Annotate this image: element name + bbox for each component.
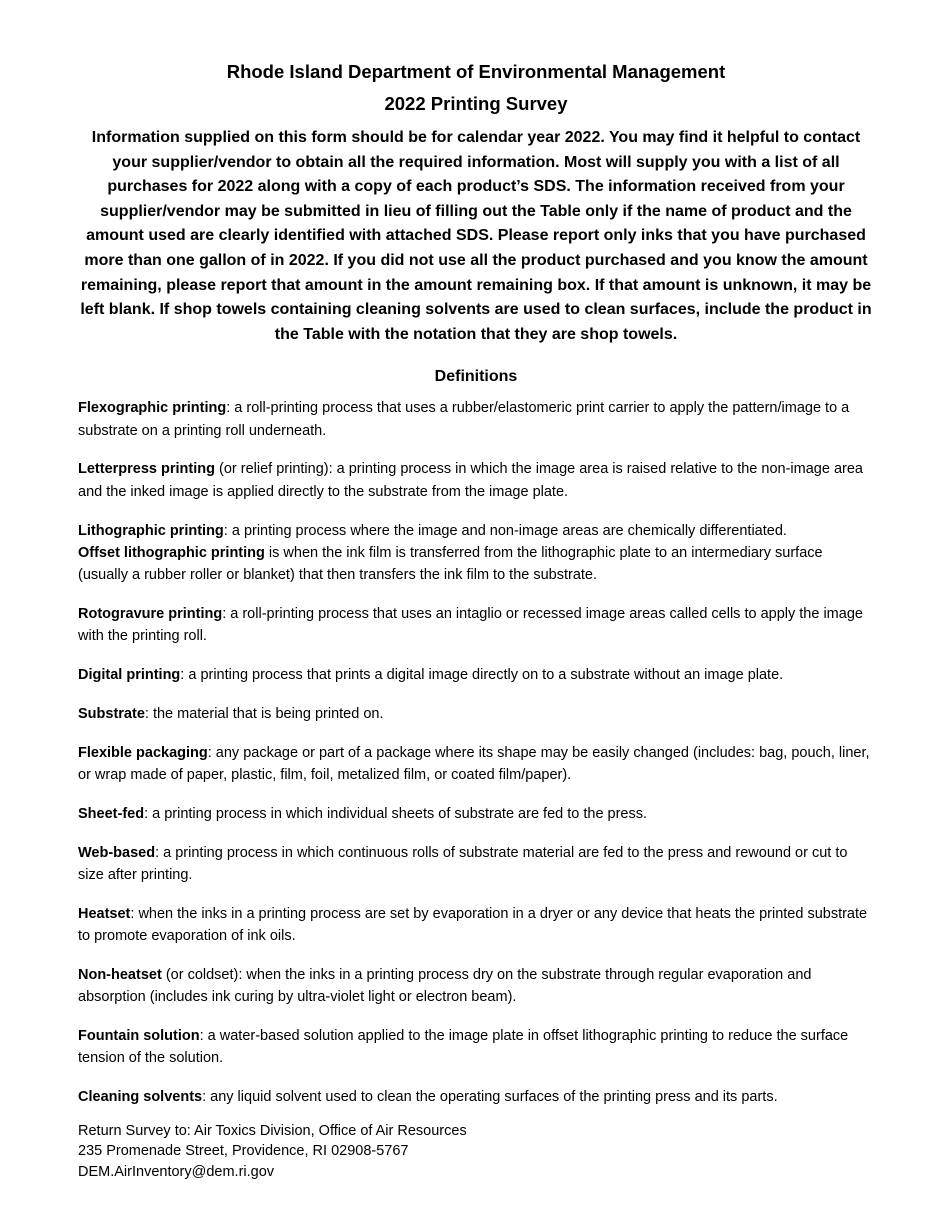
definition-term: Fountain solution bbox=[78, 1027, 200, 1044]
definition-text: : the material that is being printed on. bbox=[144, 705, 384, 722]
definition-term: Digital printing bbox=[78, 667, 181, 684]
agency-title: Rhode Island Department of Environmental Management bbox=[226, 61, 726, 82]
survey-page bbox=[78, 56, 874, 1182]
definition-term: Letterpress printing bbox=[78, 461, 215, 478]
definition-term: Flexible packaging bbox=[78, 744, 208, 761]
definition-non-heatset bbox=[78, 964, 874, 1009]
definition-text: : a roll-printing process that uses a rubber/elastomeric print carrier to apply the pattern/image to a substrate on a printing roll underneath. bbox=[78, 400, 850, 439]
definition-letterpress bbox=[78, 458, 874, 503]
definition-flexible-packaging bbox=[78, 742, 874, 787]
survey-title: 2022 Printing Survey bbox=[384, 93, 568, 114]
definition-heatset bbox=[78, 903, 874, 948]
definition-substrate bbox=[78, 703, 874, 725]
definition-digital bbox=[78, 664, 874, 686]
definition-term: Non-heatset bbox=[78, 966, 162, 983]
definition-term: Web-based bbox=[78, 844, 156, 861]
return-to-line: Return Survey to: Air Toxics Division, Office of Air Resources bbox=[78, 1122, 467, 1139]
contact-email: DEM.AirInventory@dem.ri.gov bbox=[78, 1163, 275, 1180]
definition-flexographic bbox=[78, 397, 874, 442]
definition-text: : a roll-printing process that uses an intaglio or recessed image areas called cells to apply the image with the printing roll. bbox=[78, 605, 863, 645]
definition-text: : when the inks in a printing process are set by evaporation in a dryer or any device that heats the printed substrate to promote evaporation of ink oils. bbox=[78, 905, 868, 944]
definition-text: is when the ink film is transferred from the lithographic plate to an intermediary surface (usually a rubber roller or blanket) that then transfers the ink film to the substrate. bbox=[78, 544, 823, 584]
definition-fountain-solution bbox=[78, 1025, 874, 1070]
definition-text: : any liquid solvent used to clean the operating surfaces of the printing press and its parts. bbox=[202, 1088, 778, 1105]
definition-text: : a water-based solution applied to the image plate in offset lithographic printing to reduce the surface tension of the solution. bbox=[78, 1027, 849, 1067]
definition-text: (or coldset): when the inks in a printing process dry on the substrate through regular evaporation and absorption (includes ink curing by ultra-violet light or electron beam). bbox=[78, 966, 812, 1005]
definition-rotogravure bbox=[78, 603, 874, 648]
definition-term: Rotogravure printing bbox=[78, 605, 223, 622]
definition-term: Cleaning solvents bbox=[78, 1088, 203, 1105]
definition-term: Flexographic printing bbox=[78, 400, 227, 417]
definition-text: : any package or part of a package where its shape may be easily changed (includes: bag, pouch, liner, or wrap made of paper, plastic, film, foil, metalized film, or coated film/paper). bbox=[78, 744, 870, 783]
definition-term: Lithographic printing bbox=[78, 522, 224, 539]
definition-text: : a printing process in which continuous rolls of substrate material are fed to the press and rewound or cut to size after printing. bbox=[78, 844, 848, 883]
definition-term: Sheet-fed bbox=[78, 805, 145, 822]
intro-paragraph: Information supplied on this form should be for calendar year 2022. You may find it helpful to contact your supplier/vendor to obtain all the required information. Most will supply you with a list of all purchases for 2022 along with a copy of each product’s SDS. The information received from your supplier/vendor may be submitted in lieu of filling out the Table only if the name of product and the amount used are clearly identified with attached SDS. Please report only inks that you have purchased more than one gallon of in 2022. If you did not use all the product purchased and you know the amount remaining, please report that amount in the amount remaining box. If that amount is unknown, it may be left blank. If shop towels containing cleaning solvents are used to clean surfaces, include the product in the Table with the notation that they are shop towels. bbox=[80, 129, 872, 343]
street-address: 235 Promenade Street, Providence, RI 02908-5767 bbox=[78, 1143, 409, 1160]
definition-term: Substrate bbox=[78, 705, 145, 722]
definition-text: : a printing process where the image and non-image areas are chemically differentiated. bbox=[223, 522, 787, 539]
definition-cleaning-solvents bbox=[78, 1086, 874, 1108]
definition-term: Offset lithographic printing bbox=[78, 544, 265, 561]
definitions-list bbox=[78, 397, 874, 1108]
definitions-heading: Definitions bbox=[434, 368, 518, 386]
definition-lithographic bbox=[78, 520, 874, 587]
return-address-block bbox=[78, 1121, 874, 1183]
definition-sheet-fed bbox=[78, 803, 874, 825]
definition-text: (or relief printing): a printing process in which the image area is raised relative to the non-image area and the inked image is applied directly to the substrate from the image plate. bbox=[78, 461, 863, 500]
definition-text: : a printing process in which individual sheets of substrate are fed to the press. bbox=[144, 805, 648, 822]
definition-term: Heatset bbox=[78, 905, 131, 922]
definition-web-based bbox=[78, 842, 874, 887]
definition-text: : a printing process that prints a digital image directly on to a substrate without an image plate. bbox=[180, 667, 784, 684]
